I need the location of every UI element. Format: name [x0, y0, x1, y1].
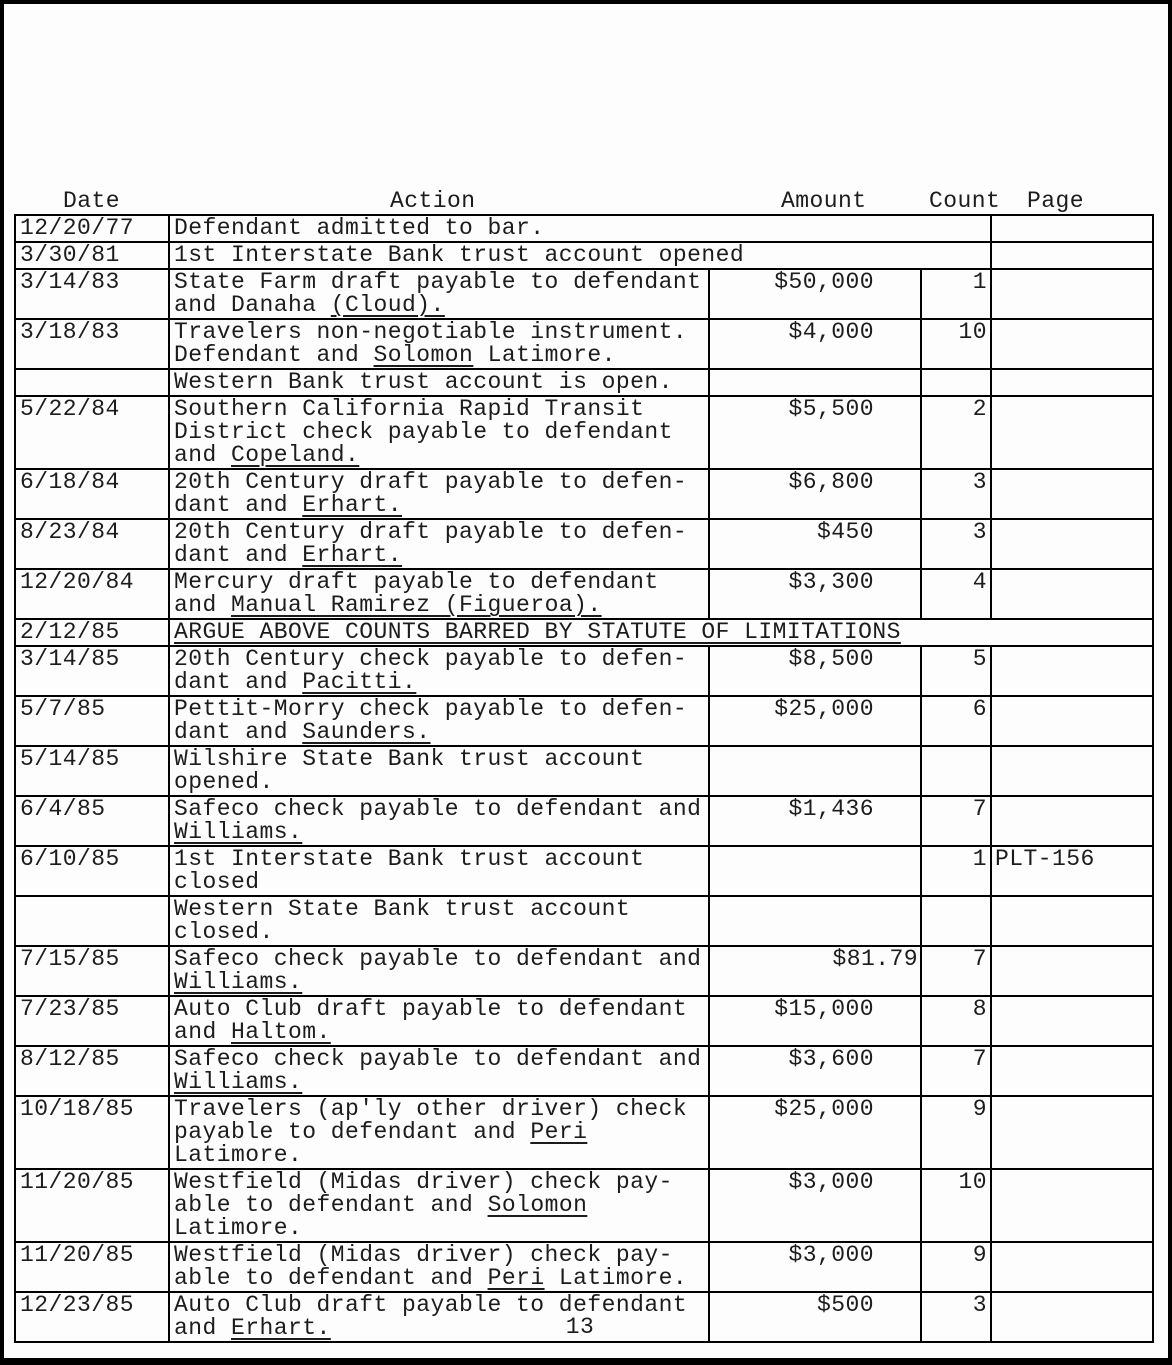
amount-cell: $1,436	[709, 796, 921, 846]
action-cell	[169, 1046, 709, 1096]
count-cell: 4	[921, 569, 991, 619]
action-text-line: and Manual Ramirez (Figueroa).	[174, 592, 602, 618]
action-text-line: 20th Century check payable to defen-	[174, 646, 688, 672]
action-text-line: Southern California Rapid Transit	[174, 396, 645, 422]
date-cell	[15, 369, 169, 396]
page-cell	[991, 896, 1153, 946]
table-row	[15, 896, 1153, 946]
action-text-line: Safeco check payable to defendant and	[174, 1046, 702, 1072]
action-text-line: Westfield (Midas driver) check pay-	[174, 1169, 673, 1195]
count-cell	[921, 896, 991, 946]
page-cell: PLT-156	[991, 846, 1153, 896]
action-text-line: Travelers non-negotiable instrument.	[174, 319, 688, 345]
table-row	[15, 996, 1153, 1046]
count-cell: 3	[921, 519, 991, 569]
page-cell	[991, 1242, 1153, 1292]
table-row	[15, 269, 1153, 319]
amount-cell	[709, 746, 921, 796]
date-cell: 6/4/85	[15, 796, 169, 846]
page-cell	[991, 796, 1153, 846]
action-text-line: 1st Interstate Bank trust account opened	[174, 242, 745, 268]
action-cell	[169, 946, 709, 996]
count-cell: 3	[921, 469, 991, 519]
table-row	[15, 696, 1153, 746]
action-text-line: dant and Pacitti.	[174, 669, 417, 695]
table-row	[15, 846, 1153, 896]
count-cell: 3	[921, 1292, 991, 1342]
table-row	[15, 1242, 1153, 1292]
date-cell: 3/14/83	[15, 269, 169, 319]
date-cell: 3/18/83	[15, 319, 169, 369]
action-cell	[169, 646, 709, 696]
count-cell	[921, 746, 991, 796]
page-cell	[991, 519, 1153, 569]
date-cell: 11/20/85	[15, 1169, 169, 1242]
date-cell	[15, 896, 169, 946]
amount-cell: $3,000	[709, 1242, 921, 1292]
amount-cell: $8,500	[709, 646, 921, 696]
action-text-line: Defendant and Solomon Latimore.	[174, 342, 616, 368]
table-row	[15, 746, 1153, 796]
action-text-line: Defendant admitted to bar.	[174, 215, 545, 241]
action-cell	[169, 996, 709, 1046]
count-cell: 9	[921, 1096, 991, 1169]
date-cell: 3/14/85	[15, 646, 169, 696]
action-text-line: Auto Club draft payable to defendant	[174, 1292, 688, 1318]
date-cell: 5/22/84	[15, 396, 169, 469]
action-cell	[169, 369, 709, 396]
count-cell: 1	[921, 269, 991, 319]
column-header-action: Action	[390, 188, 476, 214]
amount-cell: $500	[709, 1292, 921, 1342]
page-cell	[991, 1169, 1153, 1242]
date-cell: 12/23/85	[15, 1292, 169, 1342]
action-text-line: Latimore.	[174, 1142, 303, 1168]
action-text-line: Auto Club draft payable to defendant	[174, 996, 688, 1022]
amount-cell: $50,000	[709, 269, 921, 319]
action-text-line: dant and Erhart.	[174, 492, 403, 518]
action-text-line: Wilshire State Bank trust account	[174, 746, 645, 772]
action-text-line: Latimore.	[174, 1215, 303, 1241]
action-text-line: Safeco check payable to defendant and	[174, 796, 702, 822]
amount-cell: $3,000	[709, 1169, 921, 1242]
page-cell	[991, 396, 1153, 469]
action-text-line: Williams.	[174, 969, 303, 995]
page-cell	[991, 215, 1153, 242]
amount-cell: $450	[709, 519, 921, 569]
table-row	[15, 1096, 1153, 1169]
count-cell: 9	[921, 1242, 991, 1292]
action-text-line: Safeco check payable to defendant and	[174, 946, 702, 972]
table-row	[15, 215, 1153, 242]
page-cell	[991, 369, 1153, 396]
date-cell: 12/20/84	[15, 569, 169, 619]
table-row	[15, 242, 1153, 269]
action-text-line: able to defendant and Peri Latimore.	[174, 1265, 688, 1291]
table-row	[15, 396, 1153, 469]
count-cell: 10	[921, 319, 991, 369]
action-text-line: 20th Century draft payable to defen-	[174, 469, 688, 495]
action-text-line: Travelers (ap'ly other driver) check	[174, 1096, 688, 1122]
action-text-line: 20th Century draft payable to defen-	[174, 519, 688, 545]
action-cell	[169, 1096, 709, 1169]
action-text-line: District check payable to defendant	[174, 419, 673, 445]
action-cell	[169, 619, 1153, 646]
date-cell: 12/20/77	[15, 215, 169, 242]
table-row	[15, 796, 1153, 846]
page-cell	[991, 242, 1153, 269]
action-cell	[169, 469, 709, 519]
action-text-line: and Haltom.	[174, 1019, 331, 1045]
action-cell	[169, 1169, 709, 1242]
column-header-date: Date	[63, 188, 121, 214]
page-cell	[991, 646, 1153, 696]
evidence-table	[14, 214, 1154, 1343]
action-cell	[169, 519, 709, 569]
action-cell	[169, 696, 709, 746]
table-row	[15, 469, 1153, 519]
date-cell: 7/15/85	[15, 946, 169, 996]
count-cell: 7	[921, 1046, 991, 1096]
action-text-line: Williams.	[174, 1069, 303, 1095]
date-cell: 6/10/85	[15, 846, 169, 896]
table-row	[15, 619, 1153, 646]
date-cell: 6/18/84	[15, 469, 169, 519]
count-cell: 6	[921, 696, 991, 746]
action-text-line: and Copeland.	[174, 442, 360, 468]
action-text-line: closed	[174, 869, 260, 895]
amount-cell: $4,000	[709, 319, 921, 369]
table-row	[15, 646, 1153, 696]
column-header-amount: Amount	[781, 188, 867, 214]
page-cell	[991, 746, 1153, 796]
page-cell	[991, 469, 1153, 519]
action-text-line: Westfield (Midas driver) check pay-	[174, 1242, 673, 1268]
action-cell	[169, 746, 709, 796]
evidence-table-body	[15, 215, 1153, 1342]
action-cell	[169, 319, 709, 369]
action-cell	[169, 796, 709, 846]
amount-cell	[709, 369, 921, 396]
amount-cell	[709, 896, 921, 946]
page-cell	[991, 1096, 1153, 1169]
count-cell: 7	[921, 946, 991, 996]
date-cell: 11/20/85	[15, 1242, 169, 1292]
action-cell	[169, 569, 709, 619]
page-cell	[991, 1046, 1153, 1096]
amount-cell: $3,300	[709, 569, 921, 619]
amount-cell: $15,000	[709, 996, 921, 1046]
action-text-line: closed.	[174, 919, 274, 945]
page-cell	[991, 996, 1153, 1046]
action-text-line: dant and Saunders.	[174, 719, 431, 745]
table-row	[15, 319, 1153, 369]
page-cell	[991, 269, 1153, 319]
action-cell	[169, 896, 709, 946]
action-text-line: dant and Erhart.	[174, 542, 403, 568]
amount-cell: $25,000	[709, 1096, 921, 1169]
date-cell: 5/7/85	[15, 696, 169, 746]
date-cell: 8/23/84	[15, 519, 169, 569]
action-cell	[169, 215, 991, 242]
page-cell	[991, 696, 1153, 746]
date-cell: 2/12/85	[15, 619, 169, 646]
action-cell	[169, 242, 991, 269]
count-cell: 8	[921, 996, 991, 1046]
action-text-line: opened.	[174, 769, 274, 795]
amount-cell	[709, 846, 921, 896]
page-cell	[991, 569, 1153, 619]
page-cell	[991, 946, 1153, 996]
action-text-line: Western State Bank trust account	[174, 896, 631, 922]
table-row	[15, 369, 1153, 396]
table-row	[15, 1169, 1153, 1242]
date-cell: 10/18/85	[15, 1096, 169, 1169]
action-cell	[169, 396, 709, 469]
column-header-page: Page	[1027, 188, 1085, 214]
count-cell: 7	[921, 796, 991, 846]
action-text-line: able to defendant and Solomon	[174, 1192, 588, 1218]
count-cell	[921, 369, 991, 396]
table-row	[15, 519, 1153, 569]
action-text-line: Mercury draft payable to defendant	[174, 569, 659, 595]
date-cell: 8/12/85	[15, 1046, 169, 1096]
table-row	[15, 1046, 1153, 1096]
amount-cell: $81.79	[709, 946, 921, 996]
action-text-line: State Farm draft payable to defendant	[174, 269, 702, 295]
table-row	[15, 946, 1153, 996]
footer-page-number: 13	[565, 1314, 595, 1340]
action-text-line: payable to defendant and Peri	[174, 1119, 588, 1145]
column-header-count: Count	[929, 188, 1001, 214]
date-cell: 3/30/81	[15, 242, 169, 269]
action-cell	[169, 269, 709, 319]
action-text-line: ARGUE ABOVE COUNTS BARRED BY STATUTE OF LIMITATIONS	[174, 619, 901, 645]
date-cell: 7/23/85	[15, 996, 169, 1046]
count-cell: 10	[921, 1169, 991, 1242]
action-cell	[169, 1242, 709, 1292]
action-text-line: 1st Interstate Bank trust account	[174, 846, 645, 872]
amount-cell: $6,800	[709, 469, 921, 519]
date-cell: 5/14/85	[15, 746, 169, 796]
count-cell: 5	[921, 646, 991, 696]
count-cell: 2	[921, 396, 991, 469]
action-text-line: Western Bank trust account is open.	[174, 369, 673, 395]
count-cell: 1	[921, 846, 991, 896]
action-text-line: Pettit-Morry check payable to defen-	[174, 696, 688, 722]
action-text-line: Williams.	[174, 819, 303, 845]
action-cell	[169, 846, 709, 896]
amount-cell: $3,600	[709, 1046, 921, 1096]
table-row	[15, 569, 1153, 619]
page-cell	[991, 319, 1153, 369]
action-text-line: and Erhart.	[174, 1315, 331, 1341]
action-text-line: and Danaha (Cloud).	[174, 292, 445, 318]
amount-cell: $25,000	[709, 696, 921, 746]
amount-cell: $5,500	[709, 396, 921, 469]
